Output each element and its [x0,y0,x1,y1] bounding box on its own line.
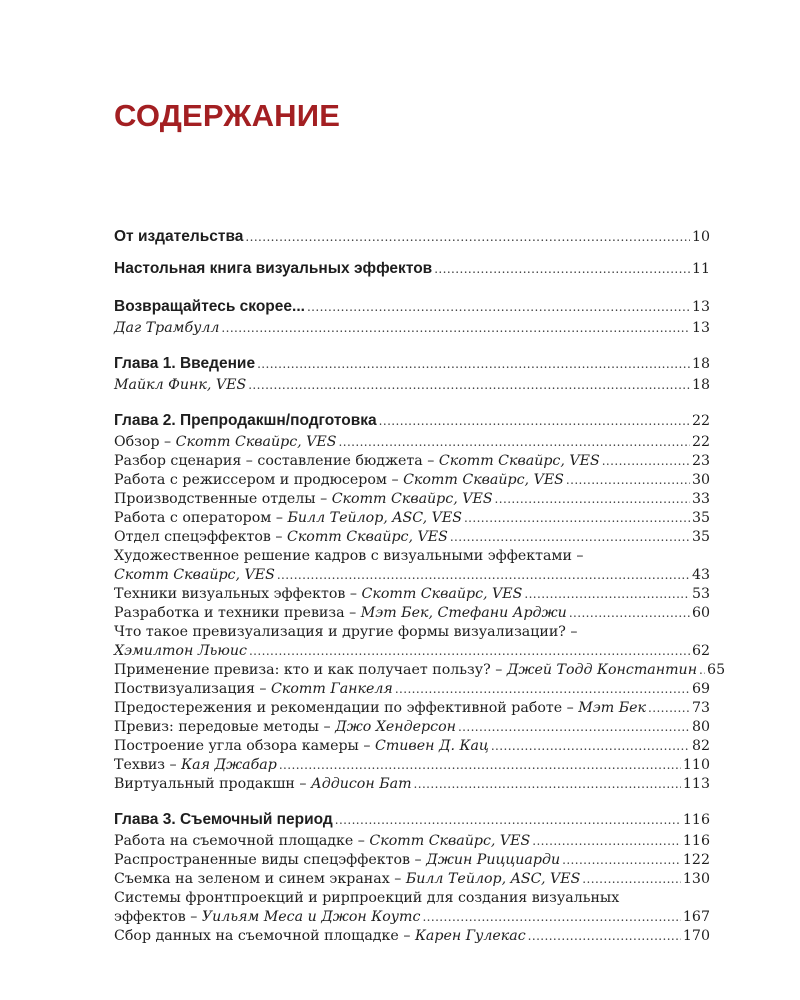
toc-entry-title-line[interactable]: Художественное решение кадров с визуальными эффектами – [114,548,584,564]
toc-entry[interactable]: Обзор – Скотт Сквайрс, VES ..... 22 [114,433,710,452]
toc-chapter-1-author[interactable]: Майкл Финк, VES ..... 18 [114,376,710,395]
toc-chapter-1[interactable]: Глава 1. Введение ..... 18 [114,352,710,376]
toc-entry[interactable]: Техвиз – Кая Джабар ..... 110 [114,756,710,775]
toc-entry[interactable]: Поствизуализация – Скотт Ганкеля ..... 69 [114,680,710,699]
toc-entry-come-back[interactable]: Возвращайтесь скорее... ..... 13 [114,295,710,319]
toc-entry[interactable]: Работа с оператором – Билл Тейлор, ASC, VES ..... 35 [114,509,710,528]
toc-entry[interactable]: Производственные отделы – Скотт Сквайрс, VES ..... 33 [114,490,710,509]
page-title: СОДЕРЖАНИЕ [114,98,341,133]
toc-entry[interactable]: Превиз: передовые методы – Джо Хендерсон ..... 80 [114,718,710,737]
toc-entry-handbook[interactable]: Настольная книга визуальных эффектов ..... 11 [114,257,710,281]
toc-entry[interactable]: Разбор сценария – составление бюджета – Скотт Сквайрс, VES ..... 23 [114,452,710,471]
toc-entry-title-line[interactable]: Системы фронтпроекций и рирпроекций для создания визуальных [114,890,620,906]
toc-entry[interactable]: Применение превиза: кто и как получает пользу? – Джей Тодд Константин ..... 65 [114,661,710,680]
toc-entry[interactable]: Скотт Сквайрс, VES ..... 43 [114,566,710,585]
toc-entry[interactable]: Предостережения и рекомендации по эффективной работе – Мэт Бек ..... 73 [114,699,710,718]
toc-entry[interactable]: Техники визуальных эффектов – Скотт Сквайрс, VES ..... 53 [114,585,710,604]
toc-entry-publisher[interactable]: От издательства ..... 10 [114,225,710,249]
toc-entry[interactable]: Работа на съемочной площадке – Скотт Сквайрс, VES ..... 116 [114,832,710,851]
toc-entry[interactable]: Отдел спецэффектов – Скотт Сквайрс, VES ..... 35 [114,528,710,547]
toc-entry[interactable]: эффектов – Уильям Меса и Джон Коутс ..... 167 [114,908,710,927]
toc-entry[interactable]: Съемка на зеленом и синем экранах – Билл Тейлор, ASC, VES ..... 130 [114,870,710,889]
toc-entry[interactable]: Сбор данных на съемочной площадке – Карен Гулекас ..... 170 [114,927,710,946]
toc-entry[interactable]: Разработка и техники превиза – Мэт Бек, Стефани Арджи ..... 60 [114,604,710,623]
toc-chapter-3[interactable]: Глава 3. Съемочный период ..... 116 [114,808,710,832]
toc-entry[interactable]: Построение угла обзора камеры – Стивен Д. Кац ..... 82 [114,737,710,756]
toc-entry[interactable]: Распространенные виды спецэффектов – Джин Рицциарди ..... 122 [114,851,710,870]
toc-chapter-2[interactable]: Глава 2. Препродакшн/подготовка ..... 22 [114,409,710,433]
toc-entry[interactable]: Работа с режиссером и продюсером – Скотт Сквайрс, VES ..... 30 [114,471,710,490]
table-of-contents [114,225,726,946]
toc-entry-come-back-author[interactable]: Даг Трамбулл ..... 13 [114,319,710,338]
toc-entry[interactable]: Хэмилтон Льюис ..... 62 [114,642,710,661]
toc-entry[interactable]: Виртуальный продакшн – Аддисон Бат ..... 113 [114,775,710,794]
toc-entry-title-line[interactable]: Что такое превизуализация и другие формы визуализации? – [114,624,578,640]
